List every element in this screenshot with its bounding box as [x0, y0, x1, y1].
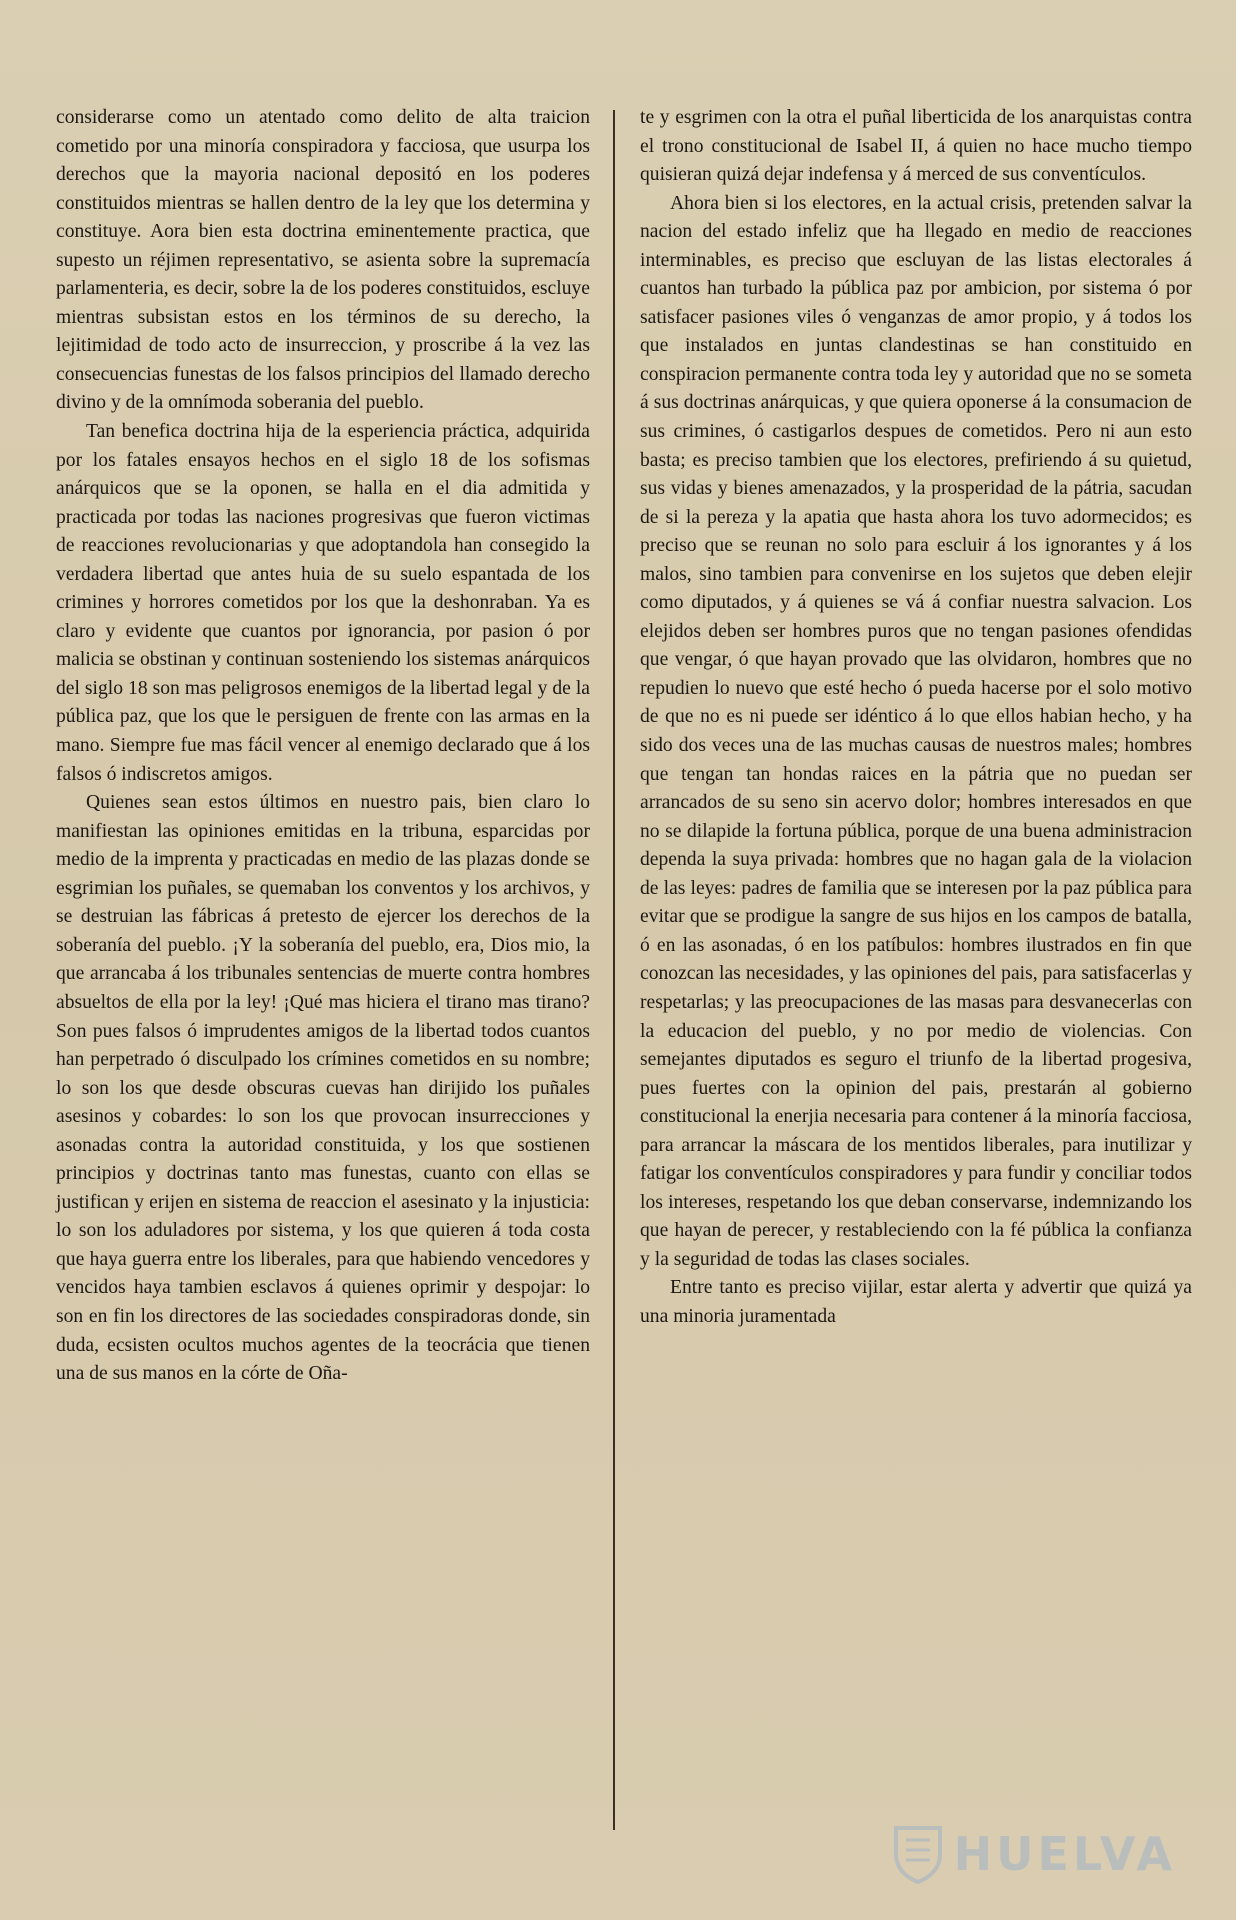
- left-column: [56, 104, 590, 1389]
- right-paragraph-3: Entre tanto es preciso vijilar, estar alerta y advertir que quizá ya una minoria juramentada: [640, 1277, 1192, 1327]
- right-paragraph-2: Ahora bien si los electores, en la actual crisis, pretenden salvar la nacion del estado infeliz que ha llegado en medio de reacciones interminables, es preciso que escluyan de las listas electorales á cuantos han turbado la pública paz por ambicion, por sistema ó por satisfacer pasiones viles ó venganzas de amor propio, y á todos los que instalados en juntas clandestinas se han constituido en conspiracion permanente contra toda ley y autoridad que no se someta á sus doctrinas anárquicas, y que quiera oponerse á la consumacion de sus crimines, ó castigarlos despues de cometidos. Pero ni aun esto basta; es preciso tambien que los electores, prefiriendo á su quietud, sus vidas y bienes amenazados, y la prosperidad de la pátria, sacudan de si la pereza y la apatia que hasta ahora los tuvo adormecidos; es preciso que se reunan no solo para escluir á los ignorantes y á los malos, sino tambien para convenirse en los sujetos que deben elejir como diputados, y á quienes se vá á confiar nuestra salvacion. Los elejidos deben ser hombres puros que no tengan pasiones ofendidas que vengar, ó que hayan provado que las olvidaron, hombres que no repudien lo nuevo que esté hecho ó pueda hacerse por el solo motivo de que no es ni puede ser idéntico á lo que ellos habian hecho, y ha sido dos veces una de las muchas causas de nuestros males; hombres que tengan tan hondas raices en la pátria que no puedan ser arrancados de su seno sin acervo dolor; hombres interesados en que no se dilapide la fortuna pública, porque de una buena administracion dependa la suya privada: hombres que no hagan gala de la violacion de las leyes: padres de familia que se interesen por la paz pública para evitar que se prodigue la sangre de sus hijos en los campos de batalla, ó en las asonadas, ó en los patíbulos: hombres ilustrados en fin que conozcan las necesidades, y las opiniones del pais, para satisfacerlas y respetarlas; y las preocupaciones de las masas para desvanecerlas con la educacion del pueblo, y no por medio de violencias. Con semejantes diputados es seguro el triunfo de la libertad progesiva, pues fuertes con la opinion del pais, prestarán al gobierno constitucional la enerjia necesaria para contener á la minoría facciosa, para arrancar la máscara de los mentidos liberales, para inutilizar y fatigar los conventículos conspiradores y para fundir y conciliar todos los intereses, respetando los que deban conservarse, indemnizando los que hayan de perecer, y restableciendo con la fé pública la confianza y la seguridad de todas las clases sociales.: [640, 192, 1192, 1270]
- right-column: [640, 104, 1192, 1332]
- left-paragraph-3: Quienes sean estos últimos en nuestro pais, bien claro lo manifiestan las opiniones emitidas en la tribuna, esparcidas por medio de la imprenta y practicadas en medio de las plazas donde se esgrimian los puñales, se quemaban los conventos y los archivos, y se destruian las fábricas á pretesto de ejercer los derechos de la soberanía del pueblo. ¡Y la soberanía del pueblo, era, Dios mio, la que arrancaba á los tribunales sentencias de muerte contra hombres absueltos de ella por la ley! ¡Qué mas hiciera el tirano mas tirano? Son pues falsos ó imprudentes amigos de la libertad todos cuantos han perpetrado ó disculpado los crímines cometidos en su nombre; lo son los que desde obscuras cuevas han dirijido los puñales asesinos y cobardes: lo son los que provocan insurrecciones y asonadas contra la autoridad constituida, y los que sostienen principios y doctrinas tanto mas funestas, cuanto con ellas se justifican y erijen en sistema de reaccion el asesinato y la injusticia: lo son los aduladores por sistema, y los que quieren á toda costa que haya guerra entre los liberales, para que habiendo vencedores y vencidos haya tambien esclavos á quienes oprimir y despojar: lo son en fin los directores de las sociedades conspiradoras donde, sin duda, ecsisten ocultos muchos agentes de la teocrácia que tienen una de sus manos en la córte de Oña-: [56, 792, 590, 1385]
- left-paragraph-1: considerarse como un atentado como delito de alta traicion cometido por una minoría conspiradora y facciosa, que usurpa los derechos que la mayoria nacional depositó en los poderes constituidos mientras se hallen dentro de la ley que los determina y constituye. Aora bien esta doctrina eminentemente practica, que supesto un réjimen representativo, se asienta sobre la supremacía parlamenteria, es decir, sobre la de los poderes constituidos, escluye mientras subsistan estos en los términos de su derecho, la lejitimidad de todo acto de insurreccion, y proscribe á la vez las consecuencias funestas de los falsos principios del llamado derecho divino y de la omnímoda soberania del pueblo.: [56, 107, 590, 414]
- right-paragraph-1: te y esgrimen con la otra el puñal liberticida de los anarquistas contra el trono constitucional de Isabel II, á quien no hace mucho tiempo quisieran quizá dejar indefensa y á merced de sus conventículos.: [640, 107, 1192, 186]
- archive-watermark: [892, 1824, 1176, 1884]
- left-paragraph-2: Tan benefica doctrina hija de la esperiencia práctica, adquirida por los fatales ensayos hechos en el siglo 18 de los sofismas anárquicos que se la oponen, se halla en el dia admitida y practicada por todas las naciones progresivas que fueron victimas de reacciones revolucionarias y que adoptandola han consegido la verdadera libertad que antes huia de su suelo espantada de los crimines y horrores cometidos por los que la deshonraban. Ya es claro y evidente que cuantos por ignorancia, por pasion ó por malicia se obstinan y continuan sosteniendo los sistemas anárquicos del siglo 18 son mas peligrosos enemigos de la libertad legal y de la pública paz, que los que le persiguen de frente con las armas en la mano. Siempre fue mas fácil vencer al enemigo declarado que á los falsos ó indiscretos amigos.: [56, 421, 590, 785]
- shield-icon: [892, 1824, 944, 1884]
- column-divider: [613, 110, 615, 1830]
- watermark-text: HUELVA: [953, 1827, 1176, 1881]
